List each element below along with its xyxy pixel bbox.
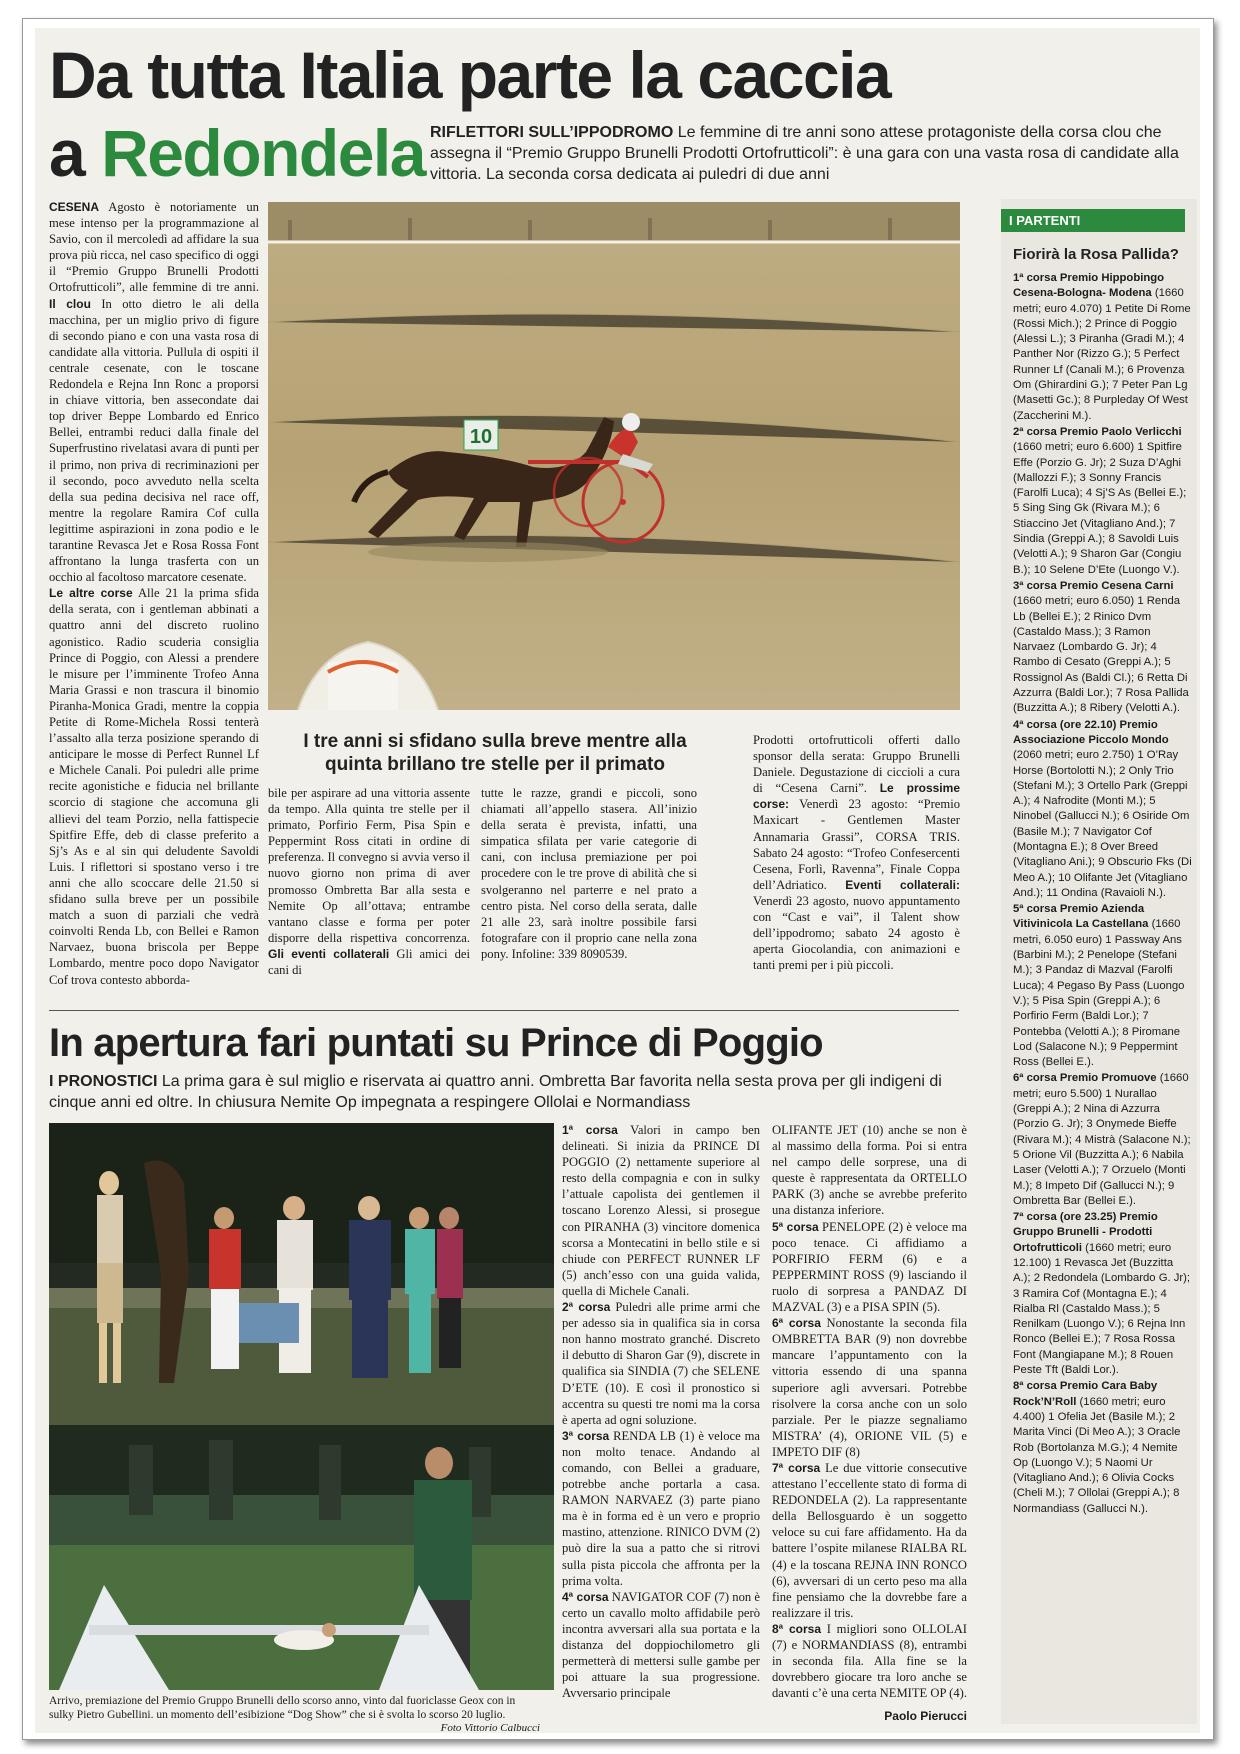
subhead-tre-anni: I tre anni si sfidano sulla breve mentre alla quinta brillano tre stelle per il primato — [303, 731, 687, 775]
col3-text: tutte le razze, grandi e piccoli, sono chiamati all’appello stasera. All’inizio della serata è prevista, infatti, una simpatica sfilata per varie categorie di cani, con inclusa premiazione per poi procedere con le tre prove di abilità che si svolgeranno nel parterre e nel prato a centro pista. Nel corso della serata, dalle 21 alle 23, sarà inoltre possibile farsi fotografare con il proprio cane nella zona pony. Infoline: 339 8090539. — [481, 786, 697, 961]
prognosis-text: I migliori sono OLLOLAI (7) e NORMANDIASS (8), entrambi in seconda fila. Alla fine se la dovrebbero giocare tra loro anche se davanti c’è una certa NEMITE OP (4). — [772, 1621, 968, 1701]
prognosis-race-label: 7ª corsa — [772, 1460, 821, 1475]
photo-dog-show-image — [49, 1425, 554, 1690]
race-heading: 4ª corsa (ore 22.10) Premio Associazione Piccolo Mondo — [1013, 718, 1169, 746]
race-heading: 6ª corsa Premio Promuove — [1013, 1072, 1157, 1085]
article-col3 — [481, 785, 697, 962]
headline-line2 — [49, 116, 425, 190]
col4-lead-eventi: Eventi collaterali: — [845, 877, 960, 892]
newspaper-page — [35, 28, 1200, 1733]
sidebar-race-item — [1013, 1071, 1193, 1209]
race-runners: (2060 metri; euro 2.750) 1 O’Ray Horse (Bortolotti N.); 2 Only Trio (Stefani M.); 3 Ortello Park (Greppi A.); 4 Nafrodite (Monti M.); 5 Ninobel (Gallucci N.); 6 Osiride Om (Basile M.); 7 Navigator Cof (Montagna E.); 8 Over Breed (Vitagliano Ani.); 9 Obscurio Fks (Di Meo A.); 10 Olifante Jet (Vitagliano And.); 11 Ondina (Ravaioli N.). — [1013, 749, 1192, 899]
article-col1 — [49, 199, 259, 988]
sidebar-race-item — [1013, 902, 1193, 1070]
col1-lead-altre: Le altre corse — [49, 586, 133, 601]
prognosis-race-label: 1ª corsa — [562, 1123, 618, 1137]
article-col4 — [753, 732, 960, 973]
race-heading: 1ª corsa Premio Hippobingo Cesena-Bologna- Modena — [1013, 272, 1165, 300]
col1-p1: Agosto è notoriamente un mese intenso per la programmazione al Savio, con il mercoledì ad affidare la sua prova più ricca, nel caso specifico di oggi il “Premio Gruppo Brunelli Prodotti Ortofrutticoli”, alle femmine di tre anni. — [49, 200, 259, 295]
prognosis-text: NAVIGATOR COF (7) non è certo un cavallo molto affidabile però incontra avversari alla sua portata e la distanza del doppiochilometro gli permetterà di mettersi sulle gambe per poi attuare la sua progressione. Avversario principale — [562, 1589, 760, 1701]
col1-lead-clou: Il clou — [49, 296, 91, 311]
subtitle2-block — [49, 1071, 959, 1113]
prognosis-paragraph — [772, 1460, 967, 1621]
race-heading: 8ª corsa Premio Cara Baby Rock’N’Roll — [1013, 1380, 1158, 1408]
headline-redondela: Redondela — [101, 116, 425, 190]
prognosis-race-label: 5ª corsa — [772, 1219, 819, 1234]
subtitle-block — [430, 122, 1190, 185]
prognosis-text: Valori in campo ben delineati. Si inizia da PRINCE DI POGGIO (2) nettamente superiore al resto della compagnia e con in sulky l’attuale capolista dei gentlemen il toscano Lorenzo Alessi, si prosegue con PIRANHA (3) vincitore domenica scorsa a Montecatini in bello stile e si chiude con PERFECT RUNNER LF (5) anch’esso con una guida valida, quella di Michele Canali. — [562, 1123, 760, 1298]
photo-award-ceremony-image — [49, 1123, 554, 1425]
race-heading: 2ª corsa Premio Paolo Verlicchi — [1013, 425, 1182, 438]
sidebar-race-item — [1013, 1210, 1193, 1378]
prognosis-race-label: 8ª corsa — [772, 1621, 822, 1636]
col4-lead-prossime: Le prossime corse: — [753, 781, 960, 812]
author: Paolo Pierucci — [884, 1709, 967, 1723]
sidebar-title: Fiorirà la Rosa Pallida? — [1013, 246, 1179, 263]
bib-number: 10 — [469, 426, 493, 448]
prognosis-text: Nonostante la seconda fila OMBRETTA BAR (9) non dovrebbe mancare l’appuntamento con la vittoria essendo di una spanna superiore agli avversari. Potrebbe risolvere la corsa anche con un solo parziale. Per le piazze segnaliamo MISTRA’ (4), ORIONE VIL (5) e IMPETO DIF (8) — [772, 1316, 967, 1459]
prognosis-text: PENELOPE (2) è veloce ma poco tenace. Ci affidiamo a PORFIRIO FERM (6) e a PEPPERMINT ROSS (9) lasciando il ruolo di sorpresa a PANDAZ DI MAZVAL (3) e a PISA SPIN (5). — [772, 1219, 967, 1315]
prognosis-paragraph — [562, 1589, 760, 1702]
prognosis-text: RENDA LB (1) è veloce ma non molto tenace. Andando al comando, con Bellei a graduare, potrebbe anche portarla a casa. RAMON NARVAEZ (3) parte piano ma è in forma ed è un vero e proprio mastino, attenzione. RINICO DVM (2) può dire la sua a patto che si ritrovi sulla pista piccola che affronta per la prima volta. — [562, 1428, 760, 1588]
prognosis-race-label: 3ª corsa — [562, 1428, 610, 1443]
kicker-2: I PRONOSTICI — [49, 1073, 158, 1090]
prognosis-paragraph — [772, 1621, 967, 1701]
col4-p2: Venerdì 23 agosto: “Premio Maxicart - Gentlemen Master Annamaria Grassi”, CORSA TRIS. Sabato 24 agosto: “Trofeo Confesercenti Cesena, Forlì, Ravenna”, Finale Coppa dell’Adriatico. — [753, 797, 960, 892]
race-runners: (1660 metri; euro 6.050) 1 Renda Lb (Bellei E.); 2 Rinico Dvm (Castaldo Mass.); 3 Ramon Narvaez (Lombardo G. Jr); 4 Rambo di Cesato (Greppi A.); 5 Rossignol As (Baldi Cl.); 6 Retta Di Azzurra (Baldi Lor.); 7 Rosa Pallida (Buzzitta A.); 8 Ribery (Velotti A.). — [1013, 595, 1189, 715]
race-heading: 3ª corsa Premio Cesena Carni — [1013, 579, 1174, 592]
subtitle: Le femmine di tre anni sono attese protagoniste della corsa clou che assegna il “Premio Gruppo Brunelli Prodotti Ortofrutticoli”: è una gara con una vasta rosa di candidate alla vittoria. La seconda corsa dedicata ai puledri di due anni — [430, 124, 1179, 183]
race-runners: (1660 metri; euro 12.100) 1 Revasca Jet (Buzzitta A.); 2 Redondela (Lombardo G. Jr); 3 Ramira Cof (Montagna E.); 4 Rialba Rl (Castaldo Mass.); 5 Renilkam (Luongo V.); 6 Rejna Inn Ronco (Bellei E.); 7 Rosa Rossa Font (Mangiapane M.); 8 Rouen Peste Tft (Baldi Lor.). — [1013, 1241, 1191, 1377]
col1-p2: In otto dietro le ali della macchina, per un miglio privo di figure di secondo piano e con una vasta rosa di candidate alla vittoria. Pullula di ospiti il centrale cesenate, con le toscane Redondela e Rejna Inn Ronc a proporsi in chiave vittoria, ben assecondate dai top driver Beppe Lombardo ed Enrico Bellei, entrambi reduci dalla finale del Superfrustino rivelatasi avara di punti per il primo, non priva di recriminazioni per il secondo, poco avveduto nella scelta della sua pedina decisiva nel race off, mentre la regolare Ramira Cof culla legittime aspirazioni in zona podio e le tarantine Revasca Jet e Rosa Rossa Font affrontano la lunga trasferta con un occhio al facoltoso marcatore cesenate. — [49, 296, 260, 585]
race-runners: (1660 metri; euro 4.070) 1 Petite Di Rome (Rossi Mich.); 2 Prince di Poggio (Alessi L.); 3 Piranha (Gradi M.); 4 Panther Nor (Rizzo G.); 5 Perfect Runner Lf (Canali M.); 6 Provenza Om (Ghirardini G.); 7 Peter Pan Lg (Masetti Gc.); 8 Purpleday Of West (Zaccherini M.). — [1013, 287, 1191, 422]
race-runners: (1660 metri; euro 6.600) 1 Spitfire Effe (Porzio G. Jr); 2 Suza D’Aghi (Mallozzi F.); 3 Sonny Francis (Farolfi Luca); 4 Sj’S As (Bellei E.); 5 Sing Sing Gk (Rivara M.); 6 Stiaccino Jet (Vitagliano And.); 7 Sindia (Greppi A.); 8 Savoldi Luis (Velotti A.); 9 Sharon Gar (Congiu B.); 10 Selene D’Ete (Luongo V.). — [1013, 441, 1187, 576]
kicker: RIFLETTORI SULL’IPPODROMO — [430, 124, 674, 141]
col1-p3: Alle 21 la prima sfida della serata, con i gentleman abbinati a quattro anni del discreto ruolino agonistico. Radio scuderia consiglia Prince di Poggio, con Alessi a prendere le misure per l’imminente Trofeo Anna Maria Grassi e non trascura il binomio Piranha-Monica Gradi, mentre la coppia Petite di Rome-Michela Rossi tenterà l’assalto alla terza posizione sperando di anticipare le mosse di Perfect Runnel Lf e Michele Canali. Poi puledri alle prime recite agonistiche e fiducia nel brillante scorcio di stagione che accomuna gli allievi del team Porzio, nella fattispecie Spitfire Effe, deb di classe preferito a Sj’s As e al sin qui deludente Savoldi Luis. I riflettori si spostano verso i tre anni che allo scoccare delle 21.50 si sfidano sulla breve per un possibile match a suon di parziali che vedrà coinvolti Renda Lb, con Bellei e Ramon Narvaez, buona briscola per Beppe Lombardo, mentre poco dopo Navigator Cof trova contesto abborda- — [49, 586, 259, 987]
prognosis-col2 — [772, 1122, 967, 1701]
section-rule — [49, 1010, 959, 1011]
col2-tail: Gli amici dei cani di — [268, 946, 470, 978]
prognosis-race-label: 2ª corsa — [562, 1300, 611, 1315]
photo-caption: Arrivo, premiazione del Premio Gruppo Brunelli dello scorso anno, vinto dal fuoriclasse Geox con in sulky Pietro Gubellini. un momento dell’esibizione “Dog Show” che si è svolta lo scorso 20 luglio. — [49, 1695, 516, 1721]
prognosis-race-label: 6ª corsa — [772, 1316, 821, 1331]
prognosis-text: Le due vittorie consecutive attestano l’eccellente stato di forma di REDONDELA (2). La rappresentante della Bellosguardo è un soggetto veloce su cui fare affidamento. Ha da battere l’ospite milanese RIALBA RL (4) e la toscana REJNA INN RONCO (6), avversari di un certo peso ma alla fine pensiamo che la dovrebbe fare a realizzare il tris. — [772, 1460, 967, 1620]
prognosis-text: Puledri alle prime armi che per adesso sia in qualifica sia in corsa non hanno mostrato granché. Discreto il debutto di Sharon Gar (9), discrete in qualifica sia SINDIA (7) che SELENE D’ETE (10). E così il pronostico si accentra su questi tre nomi ma la corsa è aperta ad ogni soluzione. — [562, 1300, 760, 1427]
prognosis-paragraph — [772, 1315, 967, 1460]
prognosis-race-label: 4ª corsa — [562, 1589, 609, 1604]
photo-dog-show — [49, 1425, 554, 1690]
headline-2: In apertura fari puntati su Prince di Poggio — [49, 1021, 823, 1065]
photo-trotting-race — [268, 202, 960, 710]
prognosis-paragraph — [772, 1219, 967, 1316]
prognosis-col1 — [562, 1122, 760, 1701]
col2-lead-eventi: Gli eventi collaterali — [268, 946, 390, 961]
race-heading: 5ª corsa Premio Azienda Vitivinicola La Castellana — [1013, 903, 1149, 931]
headline-a: a — [49, 116, 85, 190]
race-runners: (1660 metri, 6.050 euro) 1 Passway Ans (Barbini M.); 2 Penelope (Stefani M.); 3 Pandaz di Mazval (Farolfi Luca); 4 Pegaso By Pass (Luongo V.); 5 Pisa Spin (Greppi A.); 6 Porfirio Ferm (Baldi Lor.); 7 Pontebba (Velotti A.); 8 Piromane Lod (Salacone N.); 9 Peppermint Ross (Bellei E.). — [1013, 918, 1185, 1069]
sidebar-partenti — [1001, 199, 1197, 1724]
dateline: CESENA — [49, 200, 100, 214]
photo-award-ceremony — [49, 1123, 554, 1425]
race-runners: (1660 metri; euro 5.500) 1 Nurallao (Greppi A.); 2 Nina di Azzurra (Porzio G. Jr); 3 Onymede Bieffe (Rivara M.); 4 Mistrà (Salacone N.); 5 Orione Vil (Buzzitta A.); 6 Nabila Laser (Velotti A.); 7 Orzuelo (Monti M.); 8 Impeto Dif (Gallucci N.); 9 Ombretta Bar (Bellei E.). — [1013, 1072, 1191, 1207]
prognosis-paragraph — [562, 1299, 760, 1428]
sidebar-race-item — [1013, 1379, 1193, 1517]
prognosis-text: OLIFANTE JET (10) anche se non è al massimo della forma. Poi si entra nel campo delle sorprese, una di queste è rappresentata da ORTELLO PARK (3) anche se avrebbe preferito una distanza inferiore. — [772, 1123, 967, 1218]
prognosis-paragraph — [562, 1122, 760, 1299]
col4-p1: Prodotti ortofrutticoli offerti dallo sponsor della serata: Gruppo Brunelli Daniele. Degustazione di ciccioli a cura di “Cesena Carni”. — [753, 733, 960, 796]
sidebar-race-item — [1013, 718, 1193, 902]
subtitle-2: La prima gara è sul miglio e riservata ai quattro anni. Ombretta Bar favorita nella sesta prova per gli indigeni di cinque anni ed oltre. In chiusura Nemite Op impegnata a respingere Ollolai e Normandiass — [49, 1073, 942, 1111]
photo-credit: Foto Vittorio Calbucci — [440, 1722, 540, 1733]
col4-p3: Venerdì 23 agosto, nuovo appuntamento con “Cast e vai”, il Talent show dell’ippodromo; sabato 24 agosto è aperta Giocolandia, con animazioni e tanti premi per i più piccoli. — [753, 893, 960, 973]
photo-trotting-race-image — [268, 202, 960, 710]
sidebar-race-list — [1001, 271, 1197, 1517]
sidebar-race-item — [1013, 579, 1193, 717]
sidebar-tag: I PARTENTI — [1001, 209, 1185, 232]
col2-text: bile per aspirare ad una vittoria assente da tempo. Alla quinta tre stelle per il primato, Porfirio Ferm, Pisa Spin e Peppermint Ross citati in ordine di preferenza. Il convegno si avvia verso il nuovo giorno non prima di aver promosso Ombretta Bar alla sesta e Nemite Op all’ottava; entrambe vantano classe e forma per poter disporre della rispettiva concorrenza. — [268, 786, 470, 945]
sidebar-race-item — [1013, 425, 1193, 578]
race-runners: (1660 metri; euro 4.400) 1 Ofelia Jet (Basile M.); 2 Marita Vinci (Di Meo A.); 3 Oracle Rob (Bortolanza M.G.); 4 Nemite Op (Luongo V.); 5 Naomi Ur (Vitagliano And.); 6 Olivia Cocks (Cheli M.); 7 Ollolai (Greppi A.); 8 Normandiass (Gallucci N.). — [1013, 1395, 1181, 1515]
article-col2 — [268, 785, 470, 978]
race-heading: 7ª corsa (ore 23.25) Premio Gruppo Brunelli - Prodotti Ortofrutticoli — [1013, 1211, 1158, 1254]
prognosis-paragraph — [772, 1122, 967, 1219]
sidebar-race-item — [1013, 271, 1193, 424]
prognosis-paragraph — [562, 1428, 760, 1589]
headline: Da tutta Italia parte la caccia — [49, 38, 891, 112]
